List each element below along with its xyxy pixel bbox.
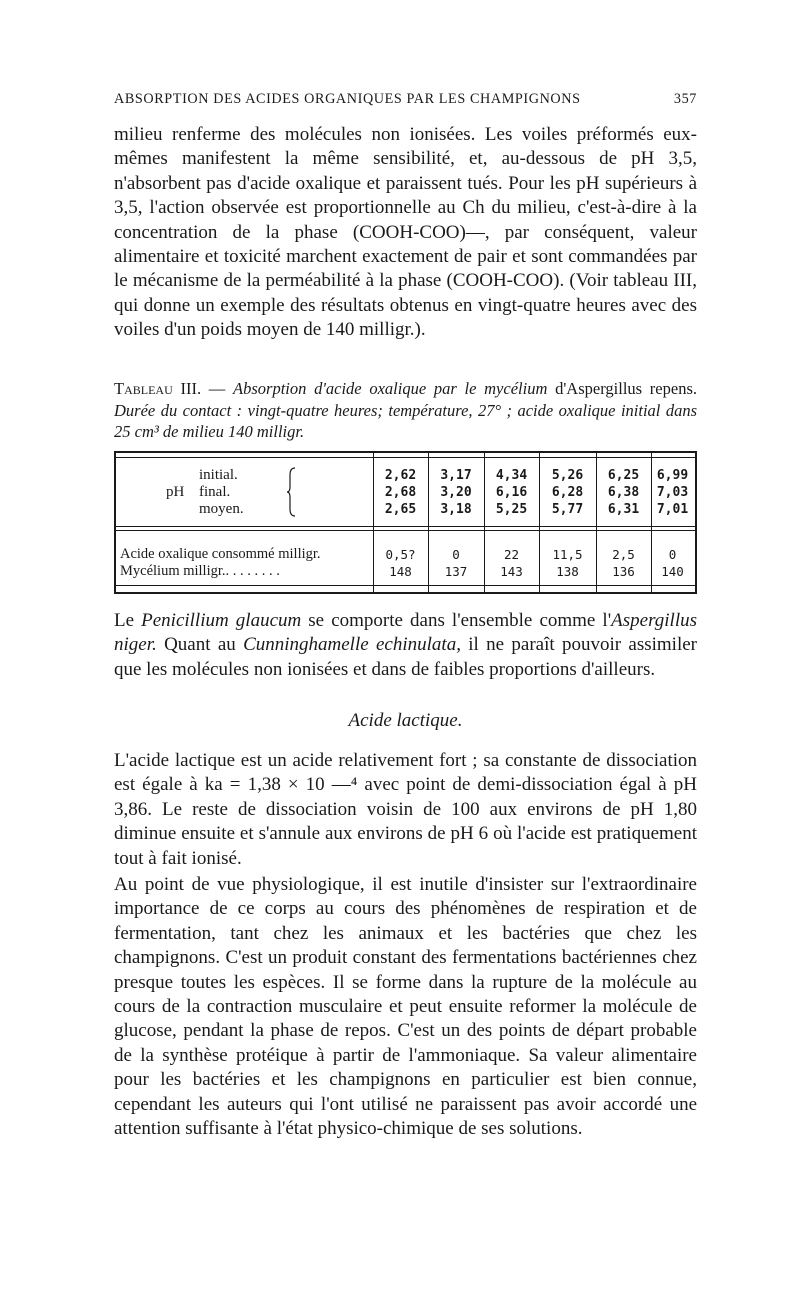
section-title: Acide lactique.	[348, 710, 463, 731]
row-label-acide: Acide oxalique consommé milligr.	[120, 546, 321, 562]
table-cell: 0	[668, 547, 677, 562]
paragraph-penicillium-text: il ne paraît pouvoir assimiler que les molécules non ionisées et dans de faibles proportions d'ailleurs.	[114, 634, 697, 680]
page-number: 357	[673, 91, 697, 107]
table-cell: 6,31	[607, 502, 640, 517]
caption-italic-2: Durée du contact : vingt-quatre heures; température, 27° ; acide oxalique initial dans 25 cm³ de milieu 140 milligr.	[114, 400, 697, 441]
table-mid-rule-2	[116, 530, 695, 531]
paragraph-oxalic-continued: milieu renferme des molécules non ionisées. Les voiles préformés eux-mêmes manifestent la même sensibilité, et, au-dessous de pH 3,5, n'absorbent pas d'acide oxalique et paraissent tués. Pour les pH supérieurs à 3,5, l'action observée est proportionnelle au Ch du milieu, c'est-à-dire à la concentration de la phase (COOH-COO)—, par conséquent, valeur alimentaire et toxicité marchent exactement de pair et sont commandées par le mécanisme de la perméabilité à la phase (COOH-COO). (Voir tableau III, qui donne un exemple des résultats obtenus en vingt-quatre heures avec des voiles d'un poids moyen de 140 milligr.).	[114, 124, 697, 341]
row-label-moyen: moyen.	[199, 501, 244, 517]
species-aspergillus-niger: Aspergillus niger.	[114, 610, 697, 656]
table-top-inner-rule	[116, 457, 695, 458]
data-table	[114, 451, 697, 594]
table-cell: 0,5?	[385, 547, 416, 562]
paragraph-penicillium-text: se comporte dans l'ensemble comme l'	[301, 610, 612, 631]
table-cell: 3,20	[440, 485, 472, 500]
row-label-initial: initial.	[199, 467, 238, 483]
table-cell: 5,77	[551, 502, 584, 517]
paragraph-penicillium	[114, 609, 697, 682]
running-head-title: ABSORPTION DES ACIDES ORGANIQUES PAR LES CHAMPIGNONS	[114, 91, 581, 107]
table-cell: 143	[500, 564, 523, 579]
caption-italic-1: Absorption d'acide oxalique par le mycélium	[233, 379, 548, 398]
ph-label: pH	[166, 484, 185, 500]
caption-roman-1: d'Aspergillus repens.	[547, 379, 697, 398]
caption-dash: —	[201, 379, 234, 398]
table-cell: 6,25	[607, 468, 640, 483]
paragraph-lactic-physiology: Au point de vue physiologique, il est inutile d'insister sur l'extraordinaire importance de ce corps au cours des phénomènes de respiration et de fermentation, tant chez les animaux et les bactéries que chez les champignons. C'est un produit constant des fermentations bactériennes chez presque toutes les espèces. Il se forme dans la rupture de la molécule au cours de la contraction musculaire et peut ensuite reformer la molécule de glucose, pendant la phase de repos. C'est un des points de départ probable de la synthèse protéique à partir de l'ammoniaque. Sa valeur alimentaire pour les bactéries et les champignons en particulier est bien connue, cependant les auteurs qui l'ont utilisé ne paraissent pas avoir accordé une attention suffisante à l'état physico-chimique de ses solutions.	[114, 874, 697, 1140]
caption-label: Tableau III.	[114, 379, 202, 398]
species-penicillium: Penicillium glaucum	[141, 610, 302, 631]
table-cell: 148	[389, 564, 412, 579]
table-cell: 6,16	[495, 485, 528, 500]
table-cell: 6,28	[551, 485, 584, 500]
table-cell: 138	[556, 564, 579, 579]
table-cell: 2,62	[384, 468, 417, 483]
table-cell: 7,01	[656, 502, 689, 517]
table-cell: 3,18	[440, 502, 472, 517]
table-cell: 140	[661, 564, 684, 579]
table-mid-rule-1	[116, 526, 695, 527]
table-cell: 4,34	[495, 468, 528, 483]
table-cell: 136	[612, 564, 635, 579]
table-bottom-inner-rule	[116, 585, 695, 586]
row-label-final: final.	[199, 484, 231, 500]
table-cell: 22	[503, 547, 520, 562]
table-cell: 3,17	[440, 468, 472, 483]
paragraph-penicillium-text: Quant au	[156, 634, 244, 656]
table-cell: 6,99	[656, 468, 689, 483]
species-cunninghamelle: Cunninghamelle echinulata,	[243, 634, 461, 656]
table-cell: 6,38	[607, 485, 640, 500]
table-cell: 5,25	[495, 502, 528, 517]
table-cell: 2,5	[612, 547, 635, 562]
paragraph-penicillium-text: Le	[114, 610, 142, 631]
table-cell: 137	[444, 564, 468, 579]
table-caption	[114, 378, 697, 443]
table-cell: 0	[452, 547, 460, 562]
brace-icon	[286, 467, 296, 517]
running-head	[114, 91, 697, 108]
table-cell: 2,68	[384, 485, 417, 500]
row-label-mycelium: Mycélium milligr.. . . . . . . .	[120, 563, 280, 579]
table-cell: 11,5	[552, 547, 583, 562]
table-cell: 5,26	[551, 468, 584, 483]
table-cell: 2,65	[384, 502, 417, 517]
paragraph-lactic-dissociation: L'acide lactique est un acide relativement fort ; sa constante de dissociation est égale à ka = 1,38 × 10 —⁴ avec point de demi-dissociation égal à pH 3,86. Le reste de dissociation voisin de 100 aux environs de pH 1,80 diminue ensuite et s'annule aux environs de pH 6 où l'acide est pratiquement tout à fait ionisé.	[114, 750, 697, 869]
table-cell: 7,03	[656, 485, 689, 500]
